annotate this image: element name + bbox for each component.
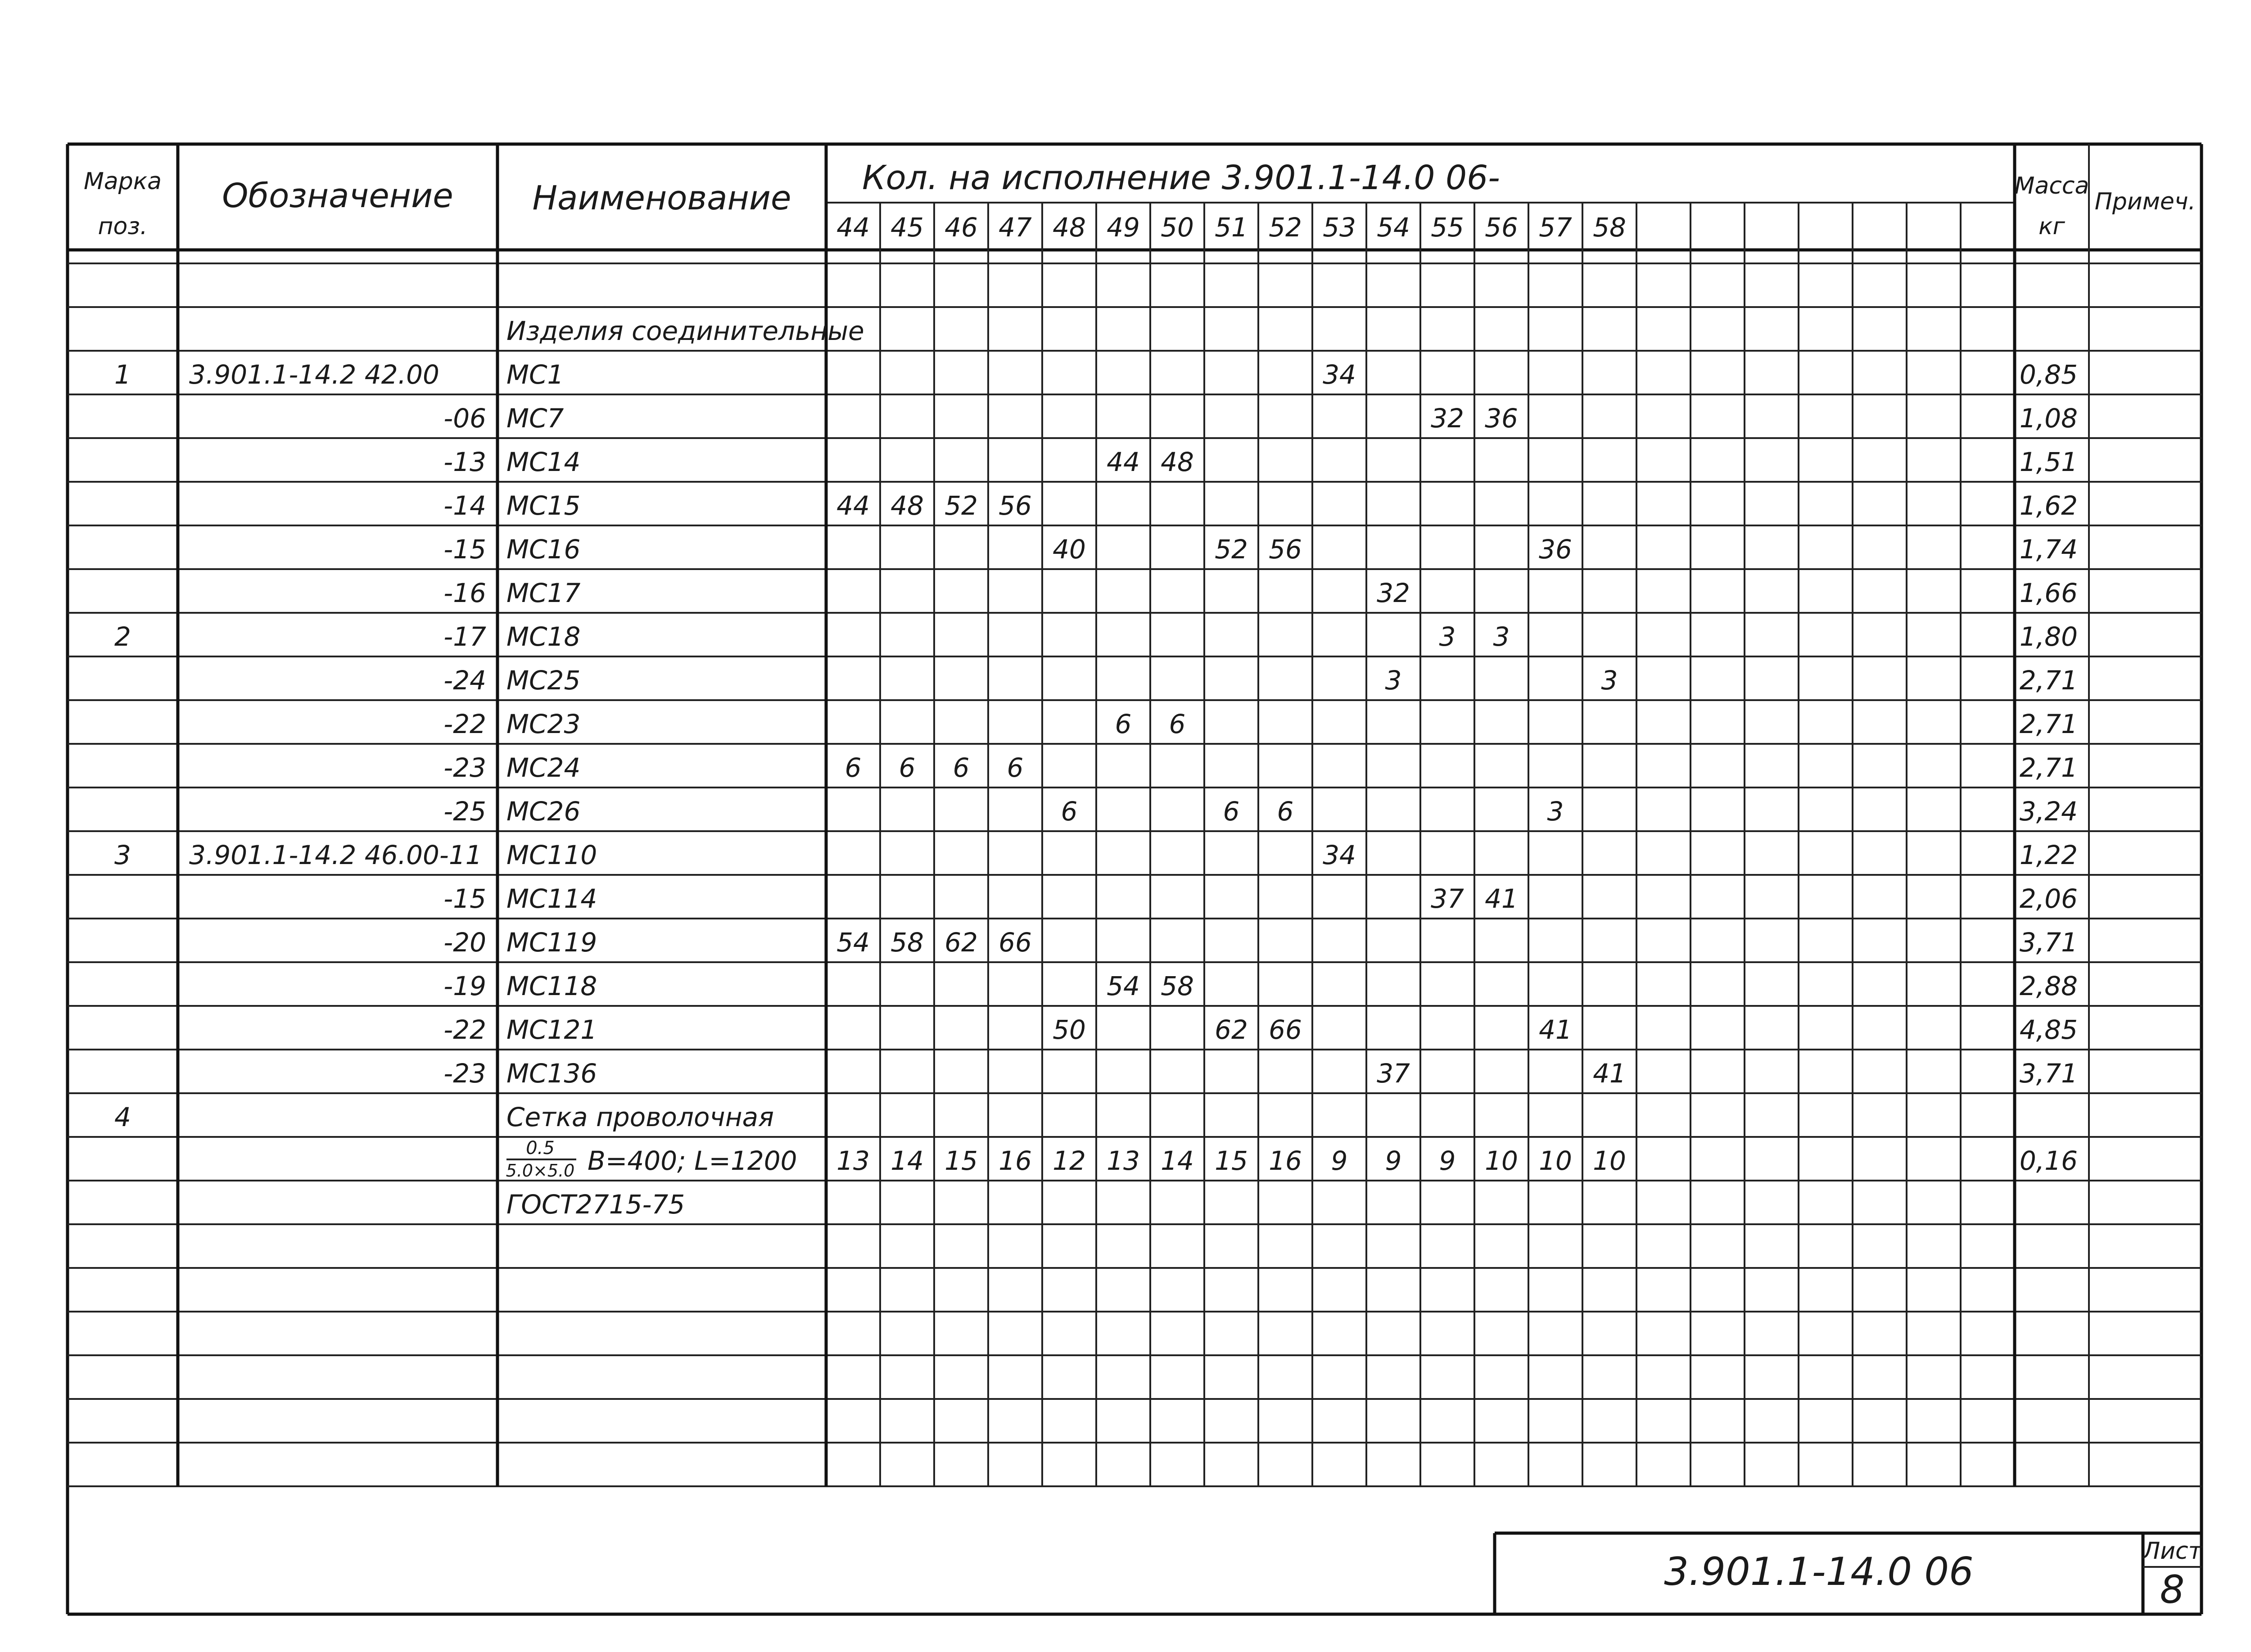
quantity-cell: 3: [1493, 621, 1510, 652]
header-designation: Обозначение: [222, 177, 453, 215]
quantity-cell: 58: [890, 927, 924, 958]
mass-value: 1,62: [2019, 490, 2078, 521]
item-name: Сетка проволочная: [506, 1102, 774, 1132]
mass-value: 2,06: [2019, 883, 2078, 914]
quantity-cell: 3: [1439, 621, 1456, 652]
position-number: 2: [114, 621, 131, 652]
variant-header-44: 44: [836, 212, 870, 243]
item-name: МС23: [506, 709, 581, 739]
mass-value: 1,66: [2019, 578, 2078, 608]
designation: 3.901.1-14.2 46.00-11: [189, 840, 482, 870]
quantity-cell: 6: [1223, 796, 1240, 827]
quantity-cell: 50: [1053, 1014, 1086, 1045]
mass-value: 2,71: [2019, 665, 2078, 696]
quantity-cell: 52: [945, 490, 978, 521]
position-number: 3: [114, 840, 131, 870]
quantity-cell: 16: [999, 1145, 1032, 1176]
quantity-cell: 36: [1539, 534, 1572, 565]
sheet-number: 8: [2160, 1567, 2185, 1612]
quantity-cell: 13: [836, 1145, 870, 1176]
quantity-cell: 15: [945, 1145, 978, 1176]
item-name: МС15: [506, 490, 581, 521]
quantity-cell: 9: [1385, 1145, 1402, 1176]
designation: -20: [443, 927, 486, 958]
mass-value: 1,08: [2019, 403, 2078, 434]
item-name: МС16: [506, 534, 581, 565]
quantity-cell: 3: [1601, 665, 1618, 696]
item-name: МС7: [506, 403, 564, 434]
mass-value: 1,80: [2019, 621, 2078, 652]
quantity-cell: 9: [1331, 1145, 1348, 1176]
header-quantity-title: Кол. на исполнение 3.901.1-14.0 06-: [862, 158, 1500, 197]
designation: -17: [443, 621, 486, 652]
variant-header-48: 48: [1053, 212, 1086, 243]
variant-header-46: 46: [945, 212, 978, 243]
header-notes: Примеч.: [2094, 188, 2196, 215]
quantity-cell: 66: [999, 927, 1032, 958]
item-name: Изделия соединительные: [506, 316, 864, 346]
quantity-cell: 41: [1485, 883, 1518, 914]
quantity-cell: 9: [1439, 1145, 1456, 1176]
position-number: 4: [114, 1102, 131, 1132]
quantity-cell: 62: [1215, 1014, 1248, 1045]
quantity-cell: 14: [1161, 1145, 1194, 1176]
quantity-cell: 37: [1431, 883, 1464, 914]
quantity-cell: 6: [845, 752, 862, 783]
quantity-cell: 56: [999, 490, 1032, 521]
variant-header-50: 50: [1161, 212, 1194, 243]
mass-value: 0,16: [2019, 1145, 2078, 1176]
variant-header-45: 45: [890, 212, 924, 243]
quantity-cell: 3: [1385, 665, 1402, 696]
variant-header-58: 58: [1593, 212, 1626, 243]
item-name: МС1: [506, 359, 564, 390]
item-name: B=400; L=1200: [588, 1145, 797, 1176]
item-name: МС17: [506, 578, 581, 608]
quantity-cell: 6: [1277, 796, 1294, 827]
mass-value: 3,24: [2019, 796, 2078, 827]
mesh-fraction-numerator: 0.5: [526, 1138, 555, 1159]
item-name: МС18: [506, 621, 581, 652]
quantity-cell: 15: [1215, 1145, 1248, 1176]
quantity-cell: 54: [1107, 971, 1140, 1001]
quantity-cell: 13: [1107, 1145, 1140, 1176]
item-name: МС121: [506, 1014, 597, 1045]
quantity-cell: 10: [1539, 1145, 1572, 1176]
header-poz: поз.: [98, 213, 148, 240]
quantity-cell: 40: [1053, 534, 1086, 565]
designation: -22: [443, 1014, 486, 1045]
item-name: МС136: [506, 1058, 597, 1089]
variant-header-55: 55: [1431, 212, 1464, 243]
designation: -06: [443, 403, 486, 434]
designation: -24: [443, 665, 486, 696]
quantity-cell: 66: [1269, 1014, 1302, 1045]
designation: -14: [443, 490, 486, 521]
variant-header-56: 56: [1485, 212, 1518, 243]
item-name: МС24: [506, 752, 581, 783]
designation: -19: [443, 971, 486, 1001]
mass-value: 3,71: [2019, 1058, 2078, 1089]
designation: -25: [443, 796, 486, 827]
designation: -15: [443, 534, 486, 565]
quantity-cell: 14: [890, 1145, 924, 1176]
variant-header-57: 57: [1539, 212, 1572, 243]
quantity-cell: 6: [1061, 796, 1078, 827]
mass-value: 2,71: [2019, 752, 2078, 783]
quantity-cell: 10: [1593, 1145, 1626, 1176]
quantity-cell: 3: [1547, 796, 1564, 827]
quantity-cell: 10: [1485, 1145, 1518, 1176]
header-mass-unit: кг: [2039, 213, 2065, 240]
quantity-cell: 41: [1593, 1058, 1626, 1089]
quantity-cell: 6: [899, 752, 916, 783]
quantity-cell: 32: [1431, 403, 1464, 434]
quantity-cell: 6: [953, 752, 970, 783]
variant-header-49: 49: [1107, 212, 1140, 243]
mass-value: 1,74: [2019, 534, 2078, 565]
mass-value: 4,85: [2019, 1014, 2078, 1045]
quantity-cell: 52: [1215, 534, 1248, 565]
item-name: МС118: [506, 971, 597, 1001]
quantity-cell: 6: [1115, 709, 1132, 739]
quantity-cell: 32: [1377, 578, 1410, 608]
position-number: 1: [114, 359, 131, 390]
header-mass: Масса: [2014, 172, 2089, 199]
quantity-cell: 37: [1377, 1058, 1410, 1089]
designation: 3.901.1-14.2 42.00: [189, 359, 439, 390]
quantity-cell: 34: [1323, 840, 1356, 870]
quantity-cell: 54: [836, 927, 870, 958]
quantity-cell: 12: [1053, 1145, 1086, 1176]
designation: -13: [443, 447, 486, 477]
variant-header-53: 53: [1323, 212, 1356, 243]
quantity-cell: 62: [945, 927, 978, 958]
header-name: Наименование: [532, 179, 791, 217]
sheet-label: Лист: [2143, 1538, 2202, 1565]
mesh-fraction-denominator: 5.0×5.0: [506, 1161, 575, 1181]
quantity-cell: 6: [1169, 709, 1186, 739]
designation: -15: [443, 883, 486, 914]
quantity-cell: 36: [1485, 403, 1518, 434]
title-stamp: [1495, 1533, 2203, 1614]
designation: -16: [443, 578, 486, 608]
quantity-cell: 34: [1323, 359, 1356, 390]
item-name: МС26: [506, 796, 581, 827]
mass-value: 2,88: [2019, 971, 2078, 1001]
variant-header-54: 54: [1377, 212, 1410, 243]
mass-value: 3,71: [2019, 927, 2078, 958]
item-name: МС25: [506, 665, 581, 696]
designation: -23: [443, 752, 486, 783]
quantity-cell: 48: [1161, 447, 1194, 477]
quantity-cell: 41: [1539, 1014, 1572, 1045]
mass-value: 0,85: [2019, 359, 2078, 390]
quantity-cell: 48: [890, 490, 924, 521]
item-name: ГОСТ2715-75: [506, 1189, 685, 1220]
mass-value: 2,71: [2019, 709, 2078, 739]
designation: -22: [443, 709, 486, 739]
variant-header-52: 52: [1269, 212, 1302, 243]
quantity-cell: 58: [1161, 971, 1194, 1001]
item-name: МС114: [506, 883, 597, 914]
quantity-cell: 16: [1269, 1145, 1302, 1176]
quantity-cell: 56: [1269, 534, 1302, 565]
variant-header-51: 51: [1215, 212, 1248, 243]
item-name: МС110: [506, 840, 597, 870]
document-number: 3.901.1-14.0 06: [1664, 1549, 1974, 1594]
quantity-cell: 44: [1107, 447, 1140, 477]
item-name: МС14: [506, 447, 581, 477]
header-marka: Марка: [83, 168, 162, 195]
quantity-cell: 44: [836, 490, 870, 521]
quantity-cell: 6: [1007, 752, 1024, 783]
item-name: МС119: [506, 927, 597, 958]
variant-header-47: 47: [999, 212, 1032, 243]
designation: -23: [443, 1058, 486, 1089]
mass-value: 1,51: [2019, 447, 2078, 477]
mass-value: 1,22: [2019, 840, 2078, 870]
table-header: [84, 158, 2196, 243]
